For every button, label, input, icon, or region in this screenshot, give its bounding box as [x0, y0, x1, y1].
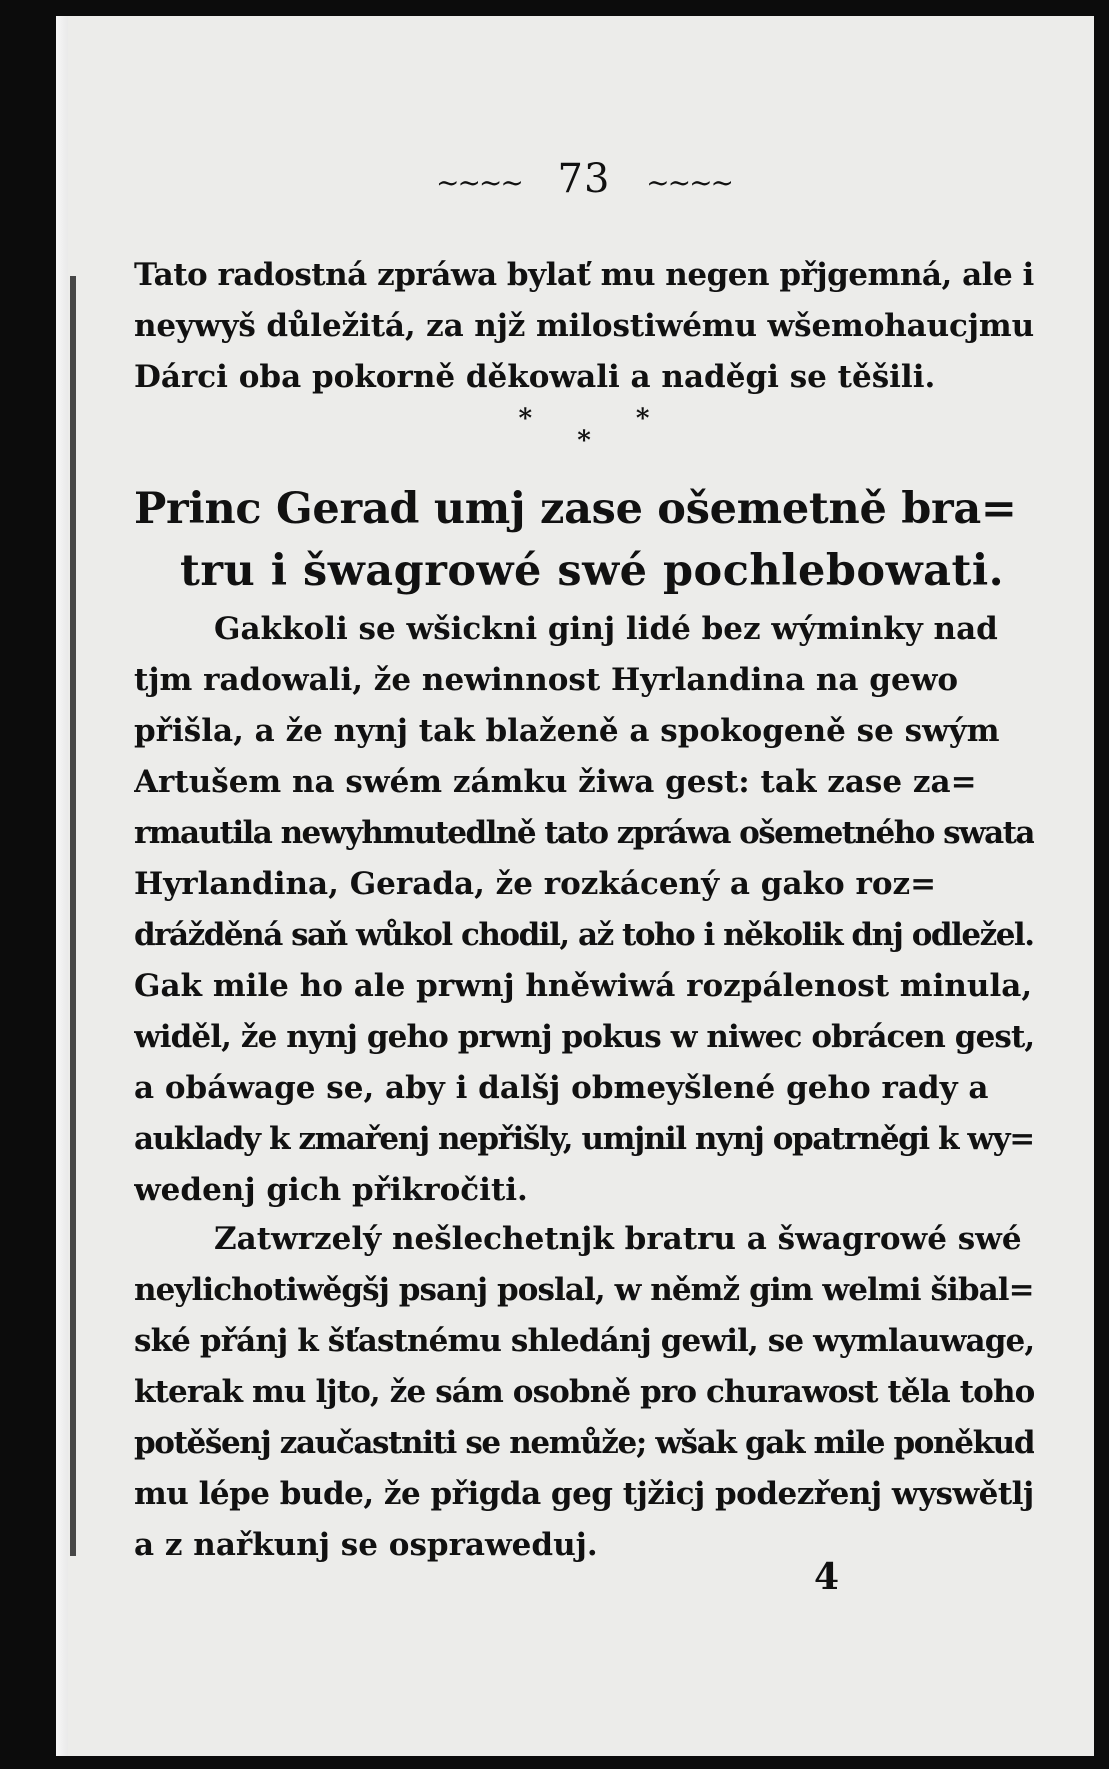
paragraph-line: drážděná saň wůkol chodil, až toho i několik dnj odležel. [134, 917, 1034, 953]
paragraph-line: rmautila newyhmutedlně tato zpráwa ošemetného swata [134, 815, 1034, 851]
paragraph-line: potěšenj zaučastniti se nemůže; wšak gak mile poněkud [134, 1425, 1034, 1461]
paragraph-line: Gak mile ho ale prwnj hněwiwá rozpálenost minula, [134, 968, 1033, 1004]
section-heading [134, 478, 1034, 602]
paragraph-line: mu lépe bude, že přigda geg tjžicj podezřenj wyswětlj [134, 1476, 1034, 1512]
paragraph-line: přišla, a že nynj tak blaženě a spokogeně se swým [134, 713, 1000, 749]
paragraph-line: kterak mu ljto, že sám osobně pro churawost těla toho [134, 1374, 1034, 1410]
paragraph-line: Dárci oba pokorně děkowali a naděgi se těšili. [134, 359, 936, 395]
signature-mark: 4 [814, 1556, 840, 1598]
paragraph-line: neywyš důležitá, za njž milostiwému wšemohaucjmu [134, 308, 1034, 344]
paragraph-line: Tato radostná zpráwa bylať mu negen přjgemná, ale i [134, 257, 1034, 293]
heading-line-2: tru i šwagrowé swé pochlebowati. [180, 546, 1005, 596]
separator-star-right: * [635, 404, 650, 434]
paragraph-line: auklady k zmařenj nepřišly, umjnil nynj opatrněgi k wy= [134, 1121, 1034, 1157]
separator-star-left: * [518, 404, 533, 434]
paragraph-line: Zatwrzelý nešlechetnjk bratru a šwagrowé swé [214, 1221, 1022, 1257]
separator-star-middle: * [577, 426, 591, 456]
paragraph-line: a z nařkunj se ospraweduj. [134, 1527, 598, 1563]
paragraph-line: ské přánj k šťastnému shledánj gewil, se wymlauwage, [134, 1323, 1034, 1359]
paragraph-line: tjm radowali, že newinnost Hyrlandina na gewo [134, 662, 959, 698]
paragraph-line: Artušem na swém zámku žiwa gest: tak zase za= [134, 764, 977, 800]
heading-line-1: Princ Gerad umj zase ošemetně bra= [134, 484, 1017, 534]
header-ornament-left: ~~~~ [435, 165, 522, 199]
paragraph-line: neylichotiwěgšj psanj poslal, w němž gim welmi šibal= [134, 1272, 1034, 1308]
paragraph-line: widěl, že nynj geho prwnj pokus w niwec obrácen gest, [134, 1019, 1034, 1055]
paragraph-line: Gakkoli se wšickni ginj lidé bez wýminky nad [214, 611, 998, 647]
paragraph-1 [134, 250, 1034, 403]
page-header [134, 156, 1034, 202]
paragraph-2 [134, 604, 1034, 1216]
book-page [56, 16, 1094, 1756]
paragraph-line: a obáwage se, aby i dalšj obmeyšlené geho rady a [134, 1070, 989, 1106]
header-ornament-right: ~~~~ [646, 165, 733, 199]
page-number: 73 [557, 156, 611, 202]
paragraph-line: wedenj gich přikročiti. [134, 1172, 528, 1208]
paragraph-3 [134, 1214, 1034, 1571]
section-separator [134, 404, 1034, 456]
paragraph-line: Hyrlandina, Gerada, že rozkácený a gako roz= [134, 866, 937, 902]
